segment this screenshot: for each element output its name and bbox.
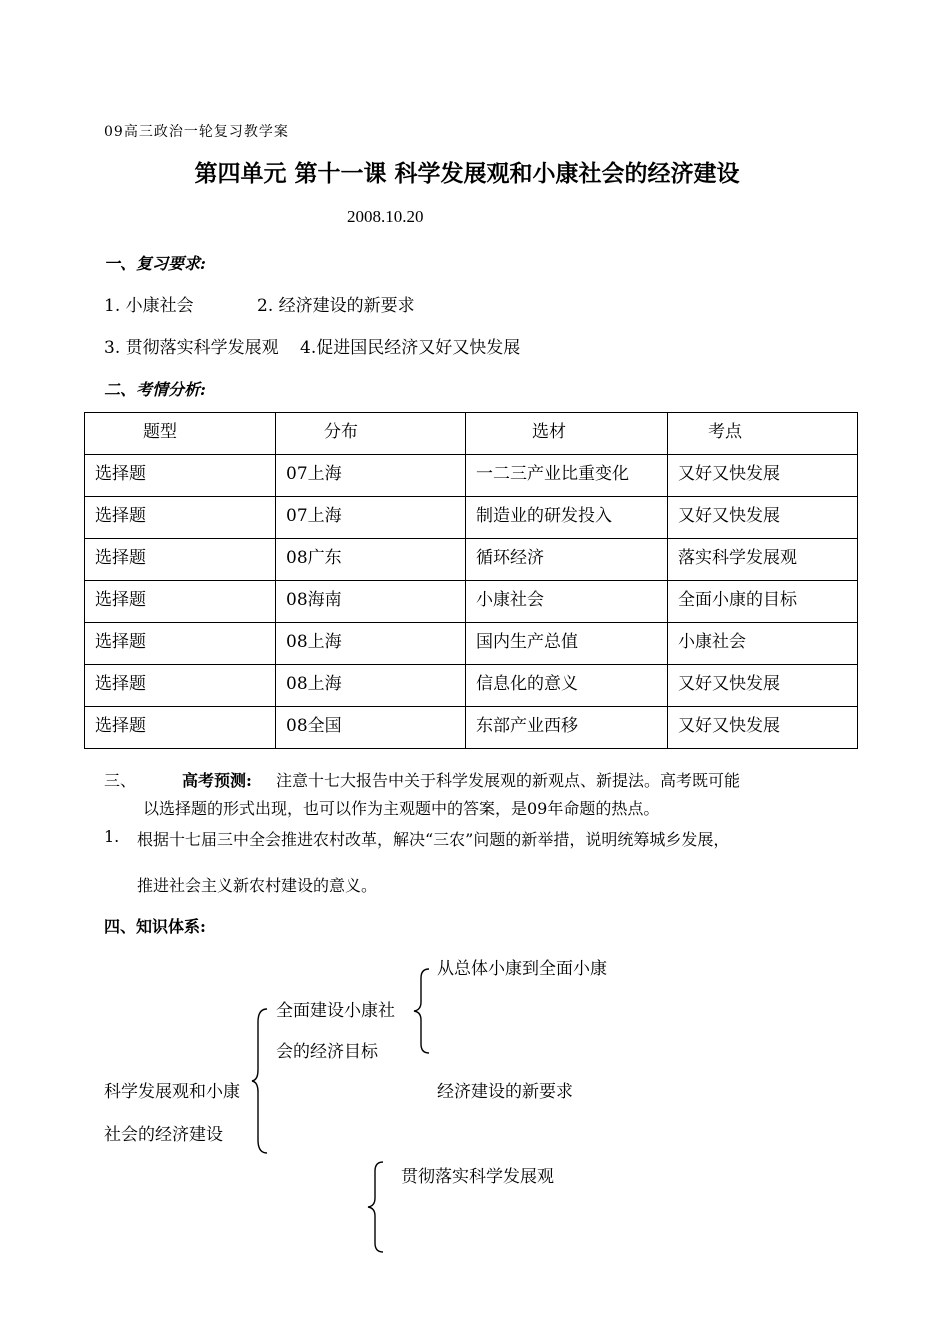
branch-1-brace-icon [412,968,432,1054]
table-cell: 又好又快发展 [668,497,858,539]
requirement-item-2: 2. 经济建设的新要求 [257,296,415,316]
table-cell: 又好又快发展 [668,665,858,707]
column-header-test-point: 考点 [668,413,858,455]
section-3-item-line2: 推进社会主义新农村建设的意义。 [137,876,378,895]
table-cell: 小康社会 [466,581,668,623]
table-cell: 选择题 [85,497,276,539]
table-cell: 东部产业西移 [466,707,668,749]
table-cell: 07上海 [276,455,466,497]
section-4-heading: 四、知识体系: [104,917,206,936]
table-row [85,539,858,581]
table-cell: 选择题 [85,707,276,749]
section-2-heading: 二、考情分析: [104,380,206,399]
table-cell: 选择题 [85,665,276,707]
section-3-text-line2: 以选择题的形式出现，也可以作为主观题中的答案，是09年命题的热点。 [143,799,660,818]
column-header-distribution: 分布 [276,413,466,455]
table-row [85,497,858,539]
branch-1-line2: 会的经济目标 [276,1042,378,1062]
table-cell: 全面小康的目标 [668,581,858,623]
table-cell: 选择题 [85,623,276,665]
table-cell: 08上海 [276,665,466,707]
section-3-label: 高考预测: [182,771,252,790]
page-title: 第四单元 第十一课 科学发展观和小康社会的经济建设 [194,161,740,187]
table-cell: 07上海 [276,497,466,539]
table-cell: 08海南 [276,581,466,623]
table-header-row [85,413,858,455]
knowledge-root-line2: 社会的经济建设 [104,1125,223,1145]
leaf-1: 从总体小康到全面小康 [437,959,607,979]
table-cell: 落实科学发展观 [668,539,858,581]
table-cell: 选择题 [85,455,276,497]
table-cell: 选择题 [85,539,276,581]
branch-1-line1: 全面建设小康社 [276,1001,395,1021]
table-row [85,665,858,707]
branch-2-brace-icon [366,1161,386,1253]
requirement-item-3: 3. 贯彻落实科学发展观 [104,338,279,358]
requirement-item-1: 1. 小康社会 [104,296,194,316]
table-cell: 08全国 [276,707,466,749]
table-cell: 小康社会 [668,623,858,665]
table-cell: 循环经济 [466,539,668,581]
table-row [85,581,858,623]
root-brace-icon [250,1008,270,1154]
column-header-material: 选材 [466,413,668,455]
table-cell: 国内生产总值 [466,623,668,665]
section-3-number: 三、 [104,771,137,790]
knowledge-root-line1: 科学发展观和小康 [104,1082,240,1102]
table-cell: 08上海 [276,623,466,665]
leaf-2: 经济建设的新要求 [437,1082,573,1102]
requirement-item-4: 4.促进国民经济又好又快发展 [300,338,521,358]
date: 2008.10.20 [347,207,424,226]
table-row [85,455,858,497]
table-cell: 又好又快发展 [668,707,858,749]
table-cell: 一二三产业比重变化 [466,455,668,497]
section-3-item-number: 1. [104,827,120,846]
section-3-text-line1: 注意十七大报告中关于科学发展观的新观点、新提法。高考既可能 [276,771,741,790]
table-cell: 又好又快发展 [668,455,858,497]
section-3-item-line1: 根据十七届三中全会推进农村改革，解决“三农”问题的新举措，说明统筹城乡发展， [137,830,730,849]
table-row [85,623,858,665]
table-row [85,707,858,749]
branch-2: 贯彻落实科学发展观 [401,1167,554,1187]
section-1-heading: 一、复习要求: [104,254,206,273]
table-cell: 08广东 [276,539,466,581]
table-cell: 选择题 [85,581,276,623]
document-header: 09高三政治一轮复习教学案 [104,124,289,140]
table-cell: 制造业的研发投入 [466,497,668,539]
exam-analysis-table [84,412,858,749]
column-header-type: 题型 [85,413,276,455]
table-cell: 信息化的意义 [466,665,668,707]
